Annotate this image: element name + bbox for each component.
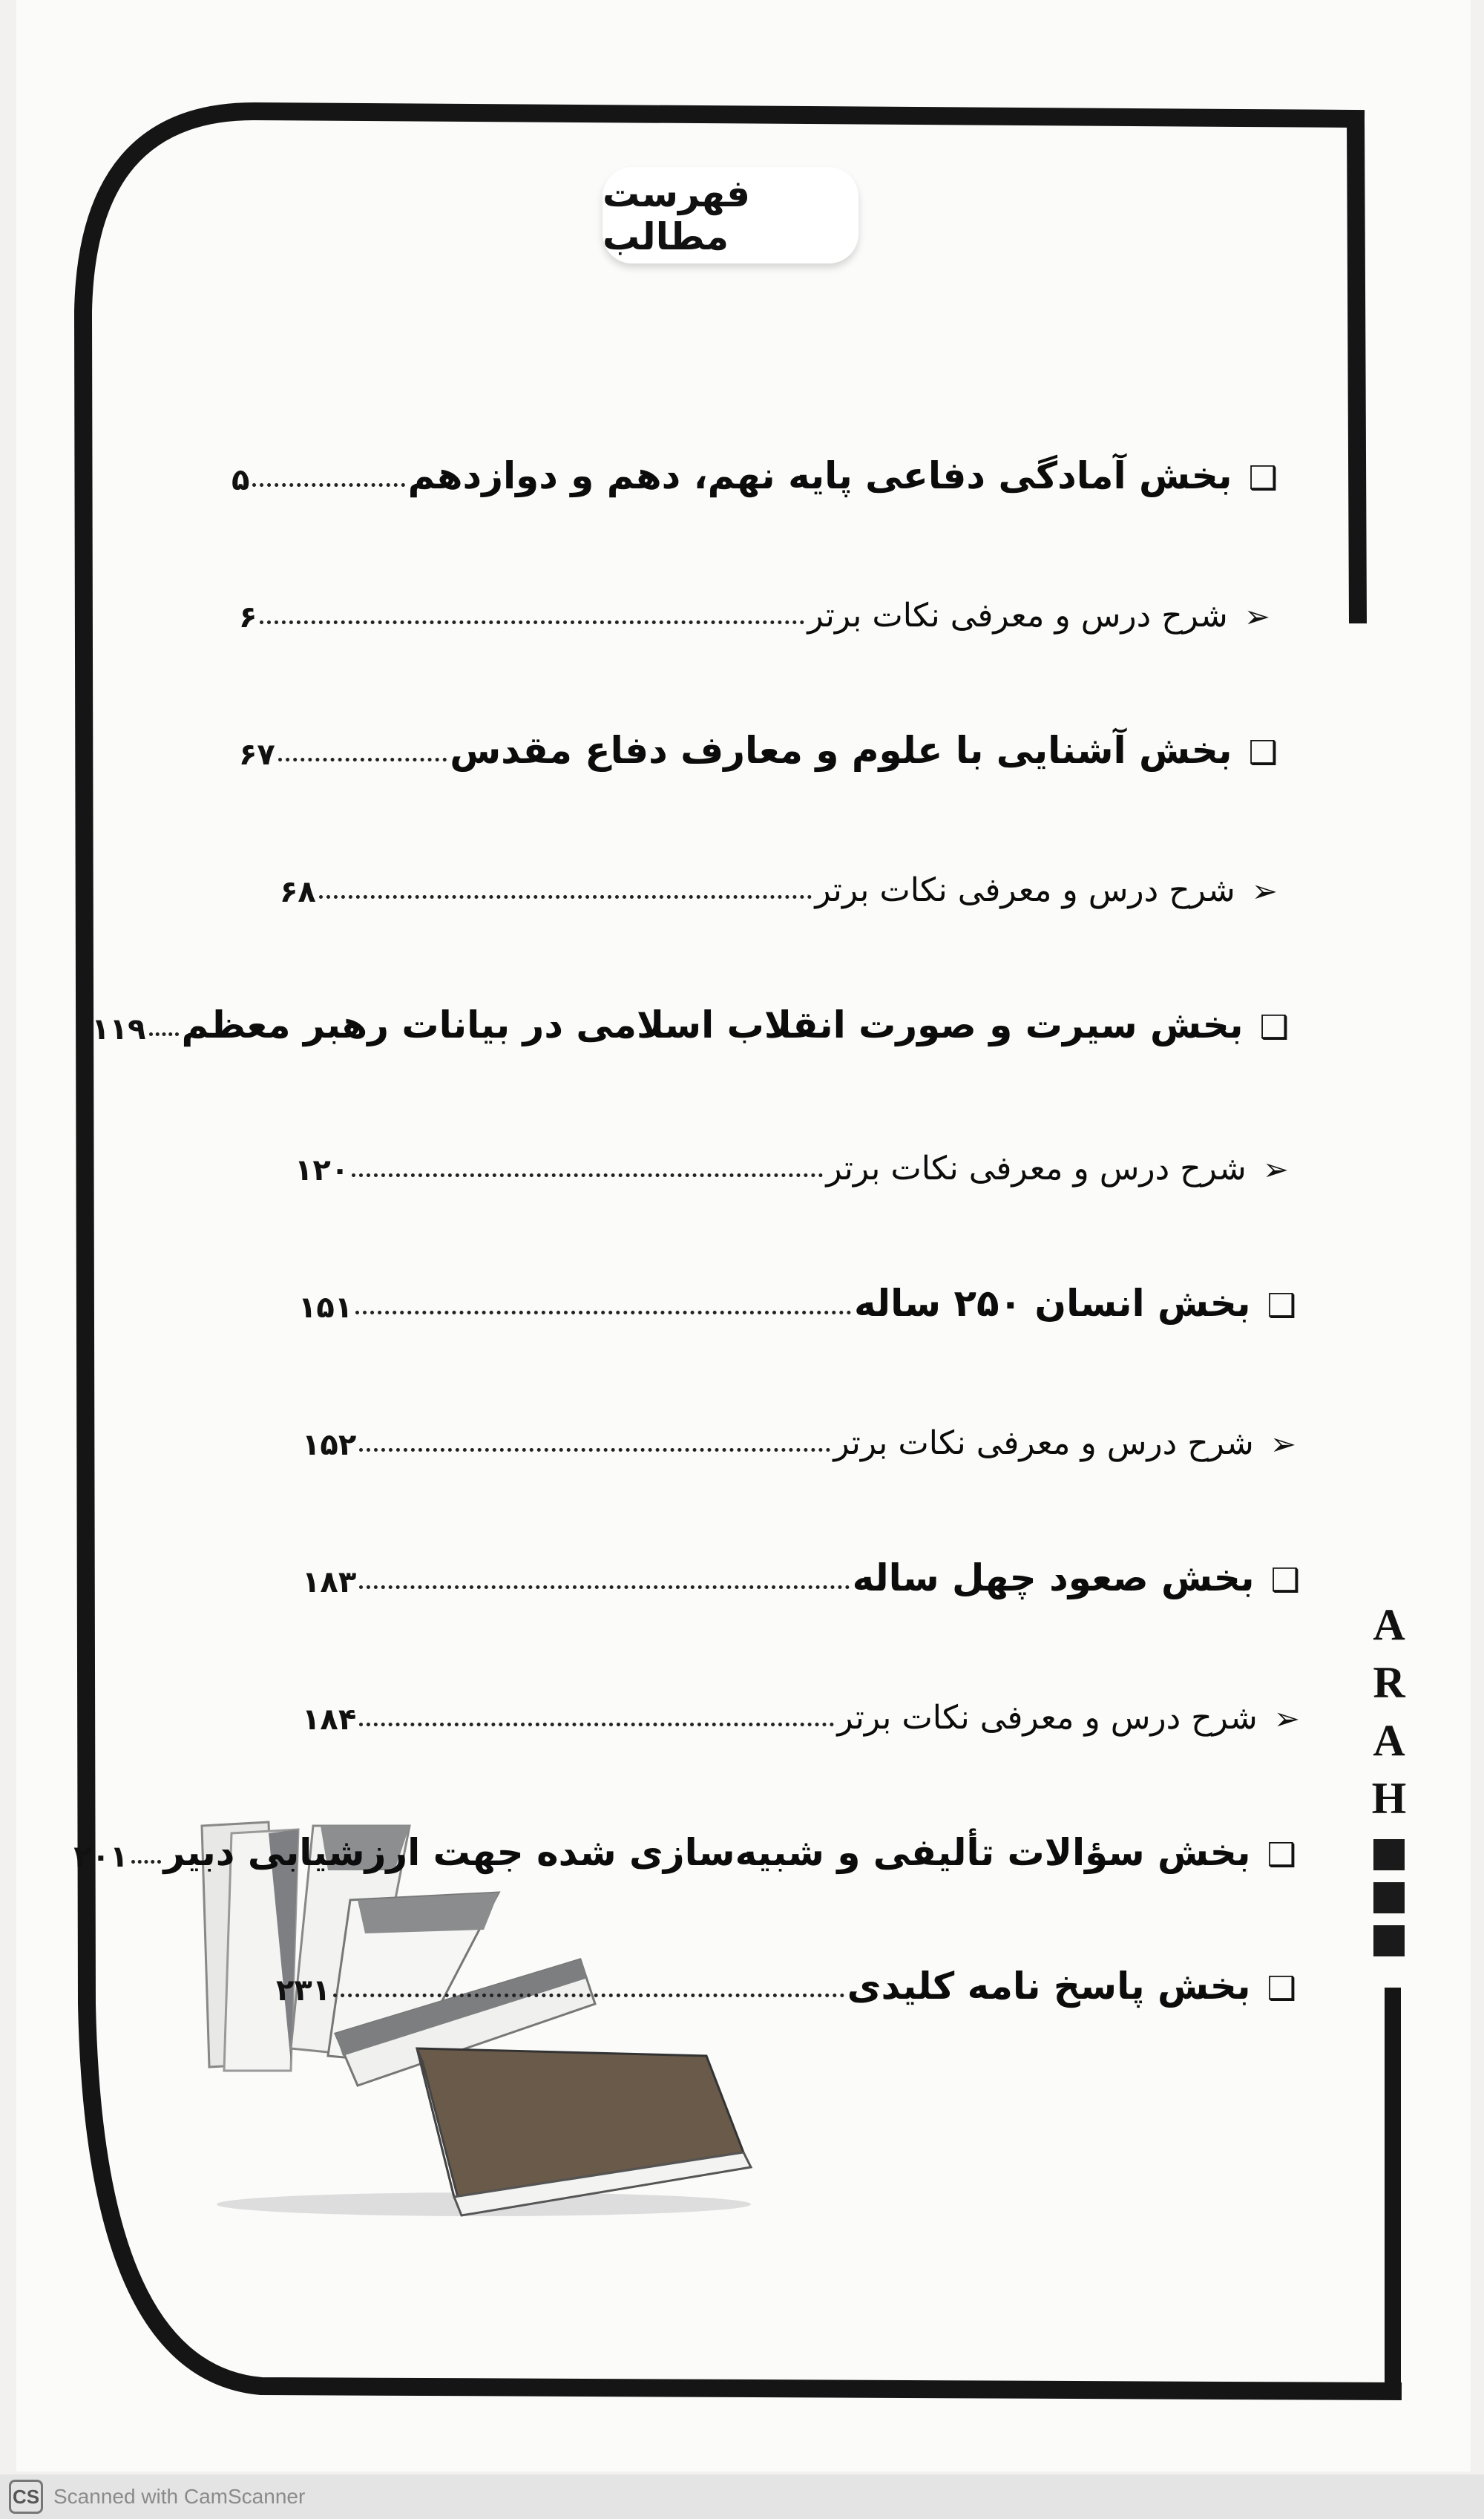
toc-page-number: ۶۷ xyxy=(239,738,275,772)
toc-subsection-entry[interactable] xyxy=(280,857,1278,909)
toc-page-number: ۱۸۴ xyxy=(302,1703,357,1737)
dotted-leader xyxy=(359,1723,834,1726)
toc-subsection-entry[interactable] xyxy=(239,583,1270,635)
toc-subsection-entry[interactable] xyxy=(302,1685,1300,1737)
toc-page-number: ۵ xyxy=(232,463,250,497)
toc-page-number: ۶۸ xyxy=(280,875,316,909)
checkbox-square-icon: ❑ xyxy=(1248,459,1278,497)
toc-section-entry[interactable] xyxy=(73,1822,1296,1874)
toc-entry-label: بخش آمادگی دفاعی پایه نهم، دهم و دوازدهم xyxy=(407,454,1232,497)
toc-entry-label: بخش انسان ۲۵۰ ساله xyxy=(853,1282,1251,1325)
checkbox-square-icon: ❑ xyxy=(1259,1009,1289,1046)
side-square xyxy=(1373,1882,1405,1913)
toc-entry-label: شرح درس و معرفی نکات برتر xyxy=(807,597,1228,635)
camscanner-logo-icon: CS xyxy=(9,2480,43,2514)
toc-page-number: ۲۳۱ xyxy=(276,1973,331,2008)
checkbox-square-icon: ❑ xyxy=(1270,1562,1300,1599)
toc-entry-label: شرح درس و معرفی نکات برتر xyxy=(815,871,1235,909)
toc-page-number: ۱۵۱ xyxy=(298,1291,353,1325)
arrowhead-bullet-icon: ➢ xyxy=(1262,1151,1289,1188)
dotted-leader xyxy=(131,1860,161,1864)
dotted-leader xyxy=(319,895,812,899)
toc-entry-label: شرح درس و معرفی نکات برتر xyxy=(837,1699,1258,1737)
toc-section-entry[interactable] xyxy=(276,1956,1296,2008)
side-square xyxy=(1373,1925,1405,1956)
toc-page-number: ۱۲۰ xyxy=(295,1153,349,1188)
toc-entry-label: بخش آشنایی با علوم و معارف دفاع مقدس xyxy=(450,729,1232,772)
toc-subsection-entry[interactable] xyxy=(295,1136,1289,1188)
scanner-watermark xyxy=(0,2474,1484,2519)
side-brand-letters xyxy=(1370,1596,1408,1956)
dotted-leader xyxy=(359,1448,830,1452)
side-letter: R xyxy=(1373,1658,1405,1707)
arrowhead-bullet-icon: ➢ xyxy=(1244,598,1270,635)
dotted-leader xyxy=(149,1032,179,1036)
toc-section-entry[interactable] xyxy=(232,445,1278,497)
toc-entry-label: بخش صعود چهل ساله xyxy=(852,1556,1255,1599)
dotted-leader xyxy=(355,1311,851,1314)
toc-entry-label: بخش پاسخ نامه کلیدی xyxy=(847,1965,1251,2008)
dotted-leader xyxy=(359,1585,849,1589)
toc-section-entry[interactable] xyxy=(239,720,1278,772)
checkbox-square-icon: ❑ xyxy=(1248,734,1278,772)
dotted-leader xyxy=(352,1173,823,1177)
checkbox-square-icon: ❑ xyxy=(1267,1287,1296,1325)
dotted-leader xyxy=(252,483,404,487)
toc-section-entry[interactable] xyxy=(91,995,1289,1046)
dotted-leader xyxy=(278,758,447,761)
toc-page-number: ۶ xyxy=(239,600,257,635)
toc-entry-label: شرح درس و معرفی نکات برتر xyxy=(833,1424,1254,1462)
toc-entry-label: شرح درس و معرفی نکات برتر xyxy=(826,1150,1247,1188)
arrowhead-bullet-icon: ➢ xyxy=(1270,1426,1296,1462)
toc-entry-label: بخش سیرت و صورت انقلاب اسلامی در بیانات رهبر معظم xyxy=(181,1003,1244,1046)
side-letter: H xyxy=(1371,1774,1407,1823)
toc-page-number: ۱۵۲ xyxy=(302,1428,357,1462)
toc-section-entry[interactable] xyxy=(298,1273,1296,1325)
watermark-text: Scanned with CamScanner xyxy=(53,2485,306,2508)
arrowhead-bullet-icon: ➢ xyxy=(1273,1700,1300,1737)
toc-subsection-entry[interactable] xyxy=(302,1410,1296,1462)
checkbox-square-icon: ❑ xyxy=(1267,1970,1296,2008)
arrowhead-bullet-icon: ➢ xyxy=(1251,873,1278,909)
checkbox-square-icon: ❑ xyxy=(1267,1836,1296,1874)
toc-page-number: ۱۸۳ xyxy=(302,1565,357,1599)
document-page xyxy=(16,0,1471,2471)
side-square xyxy=(1373,1839,1405,1870)
toc-page-number: ۲۰۱ xyxy=(73,1840,128,1874)
side-letter: A xyxy=(1373,1600,1405,1649)
toc-section-entry[interactable] xyxy=(302,1547,1300,1599)
dotted-leader xyxy=(260,620,804,624)
toc-page-number: ۱۱۹ xyxy=(91,1012,146,1046)
page-title: فهرست مطالب xyxy=(603,167,858,263)
toc-entry-label: بخش سؤالات تألیفی و شبیه‌سازی شده جهت ارزشیابی دبیر xyxy=(163,1831,1251,1874)
side-letter: A xyxy=(1373,1716,1405,1765)
dotted-leader xyxy=(333,1994,844,1997)
